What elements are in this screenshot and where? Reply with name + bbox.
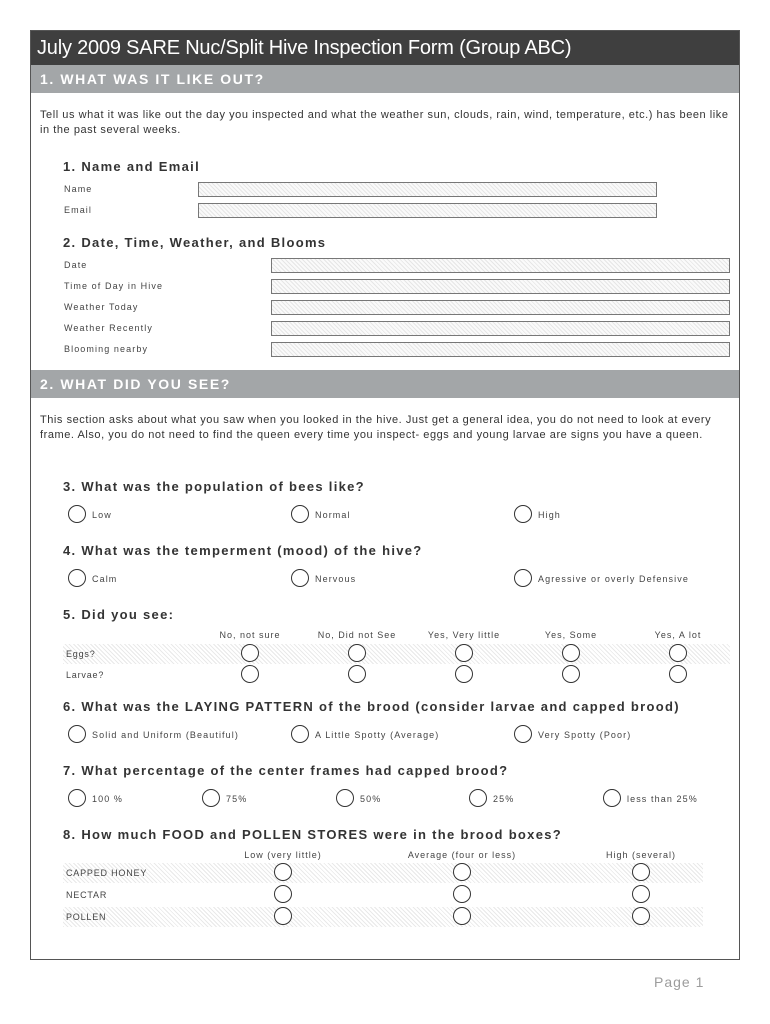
mood-calm-label: Calm (92, 574, 118, 584)
question-4-title: 4. What was the temperment (mood) of the hive? (63, 543, 423, 558)
eggs-very-little-radio[interactable] (455, 644, 473, 662)
larvae-did-not-see-radio[interactable] (348, 665, 366, 683)
capped-honey-high-radio[interactable] (632, 863, 650, 881)
section-1-header: 1. WHAT WAS IT LIKE OUT? (31, 65, 739, 93)
capped-less-than-25-radio[interactable] (603, 789, 621, 807)
time-of-day-label: Time of Day in Hive (64, 281, 164, 291)
section-2-header: 2. WHAT DID YOU SEE? (31, 370, 739, 398)
name-input[interactable] (198, 182, 657, 197)
q8-row-capped-honey-label: CAPPED HONEY (66, 868, 148, 878)
eggs-did-not-see-radio[interactable] (348, 644, 366, 662)
larvae-very-little-radio[interactable] (455, 665, 473, 683)
email-label: Email (64, 205, 93, 215)
q5-row-eggs (63, 644, 730, 664)
question-1-title: 1. Name and Email (63, 159, 200, 174)
pattern-very-spotty-radio[interactable] (514, 725, 532, 743)
capped-75-radio[interactable] (202, 789, 220, 807)
eggs-some-radio[interactable] (562, 644, 580, 662)
date-input[interactable] (271, 258, 730, 273)
capped-100-label: 100 % (92, 794, 124, 804)
larvae-some-radio[interactable] (562, 665, 580, 683)
pollen-low-radio[interactable] (274, 907, 292, 925)
population-normal-label: Normal (315, 510, 351, 520)
nectar-low-radio[interactable] (274, 885, 292, 903)
pattern-very-spotty-label: Very Spotty (Poor) (538, 730, 632, 740)
larvae-not-sure-radio[interactable] (241, 665, 259, 683)
blooming-nearby-input[interactable] (271, 342, 730, 357)
capped-honey-low-radio[interactable] (274, 863, 292, 881)
q8-row-nectar-label: NECTAR (66, 890, 108, 900)
eggs-not-sure-radio[interactable] (241, 644, 259, 662)
date-label: Date (64, 260, 88, 270)
capped-50-label: 50% (360, 794, 382, 804)
larvae-a-lot-radio[interactable] (669, 665, 687, 683)
q5-col-did-not-see: No, Did not See (317, 630, 397, 640)
pattern-little-spotty-label: A Little Spotty (Average) (315, 730, 440, 740)
page-number: Page 1 (654, 974, 705, 990)
capped-less-than-25-label: less than 25% (627, 794, 698, 804)
mood-calm-radio[interactable] (68, 569, 86, 587)
capped-25-label: 25% (493, 794, 515, 804)
q8-col-high: High (several) (605, 850, 677, 860)
capped-honey-average-radio[interactable] (453, 863, 471, 881)
capped-75-label: 75% (226, 794, 248, 804)
q5-col-very-little: Yes, Very little (427, 630, 501, 640)
weather-today-input[interactable] (271, 300, 730, 315)
population-low-radio[interactable] (68, 505, 86, 523)
capped-50-radio[interactable] (336, 789, 354, 807)
question-5-title: 5. Did you see: (63, 607, 175, 622)
q8-col-low: Low (very little) (244, 850, 322, 860)
name-label: Name (64, 184, 93, 194)
question-2-title: 2. Date, Time, Weather, and Blooms (63, 235, 327, 250)
pattern-solid-label: Solid and Uniform (Beautiful) (92, 730, 239, 740)
q5-row-larvae-label: Larvae? (66, 670, 105, 680)
q8-row-pollen (63, 907, 703, 927)
q8-col-average: Average (four or less) (407, 850, 517, 860)
mood-nervous-radio[interactable] (291, 569, 309, 587)
capped-100-radio[interactable] (68, 789, 86, 807)
pattern-little-spotty-radio[interactable] (291, 725, 309, 743)
nectar-average-radio[interactable] (453, 885, 471, 903)
eggs-a-lot-radio[interactable] (669, 644, 687, 662)
q5-col-a-lot: Yes, A lot (654, 630, 702, 640)
population-normal-radio[interactable] (291, 505, 309, 523)
question-6-title: 6. What was the LAYING PATTERN of the brood (consider larvae and capped brood) (63, 699, 680, 714)
mood-aggressive-radio[interactable] (514, 569, 532, 587)
population-high-label: High (538, 510, 561, 520)
mood-nervous-label: Nervous (315, 574, 357, 584)
question-8-title: 8. How much FOOD and POLLEN STORES were in the brood boxes? (63, 827, 563, 842)
population-high-radio[interactable] (514, 505, 532, 523)
form-title: July 2009 SARE Nuc/Split Hive Inspection Form (Group ABC) (31, 31, 739, 65)
question-3-title: 3. What was the population of bees like? (63, 479, 365, 494)
section-2-intro: This section asks about what you saw when you looked in the hive. Just get a general idea, you do not need to look at every frame. Also, you do not need to find the queen every time you inspect- eggs and young larvae are signs you have a queen. (40, 414, 712, 441)
blooming-nearby-label: Blooming nearby (64, 344, 149, 354)
weather-today-label: Weather Today (64, 302, 139, 312)
time-of-day-input[interactable] (271, 279, 730, 294)
pattern-solid-radio[interactable] (68, 725, 86, 743)
q8-row-capped-honey (63, 863, 703, 883)
pollen-average-radio[interactable] (453, 907, 471, 925)
mood-aggressive-label: Agressive or overly Defensive (538, 574, 689, 584)
population-low-label: Low (92, 510, 112, 520)
q8-row-pollen-label: POLLEN (66, 912, 107, 922)
section-1-intro: Tell us what it was like out the day you inspected and what the weather sun, clouds, rain, wind, temperature, etc.) has been like in the past several weeks. (40, 109, 729, 136)
weather-recently-input[interactable] (271, 321, 730, 336)
inspection-form (30, 30, 740, 960)
nectar-high-radio[interactable] (632, 885, 650, 903)
email-input[interactable] (198, 203, 657, 218)
weather-recently-label: Weather Recently (64, 323, 153, 333)
pollen-high-radio[interactable] (632, 907, 650, 925)
q5-row-eggs-label: Eggs? (66, 649, 96, 659)
q5-col-not-sure: No, not sure (219, 630, 281, 640)
q5-col-some: Yes, Some (544, 630, 598, 640)
capped-25-radio[interactable] (469, 789, 487, 807)
question-7-title: 7. What percentage of the center frames had capped brood? (63, 763, 509, 778)
